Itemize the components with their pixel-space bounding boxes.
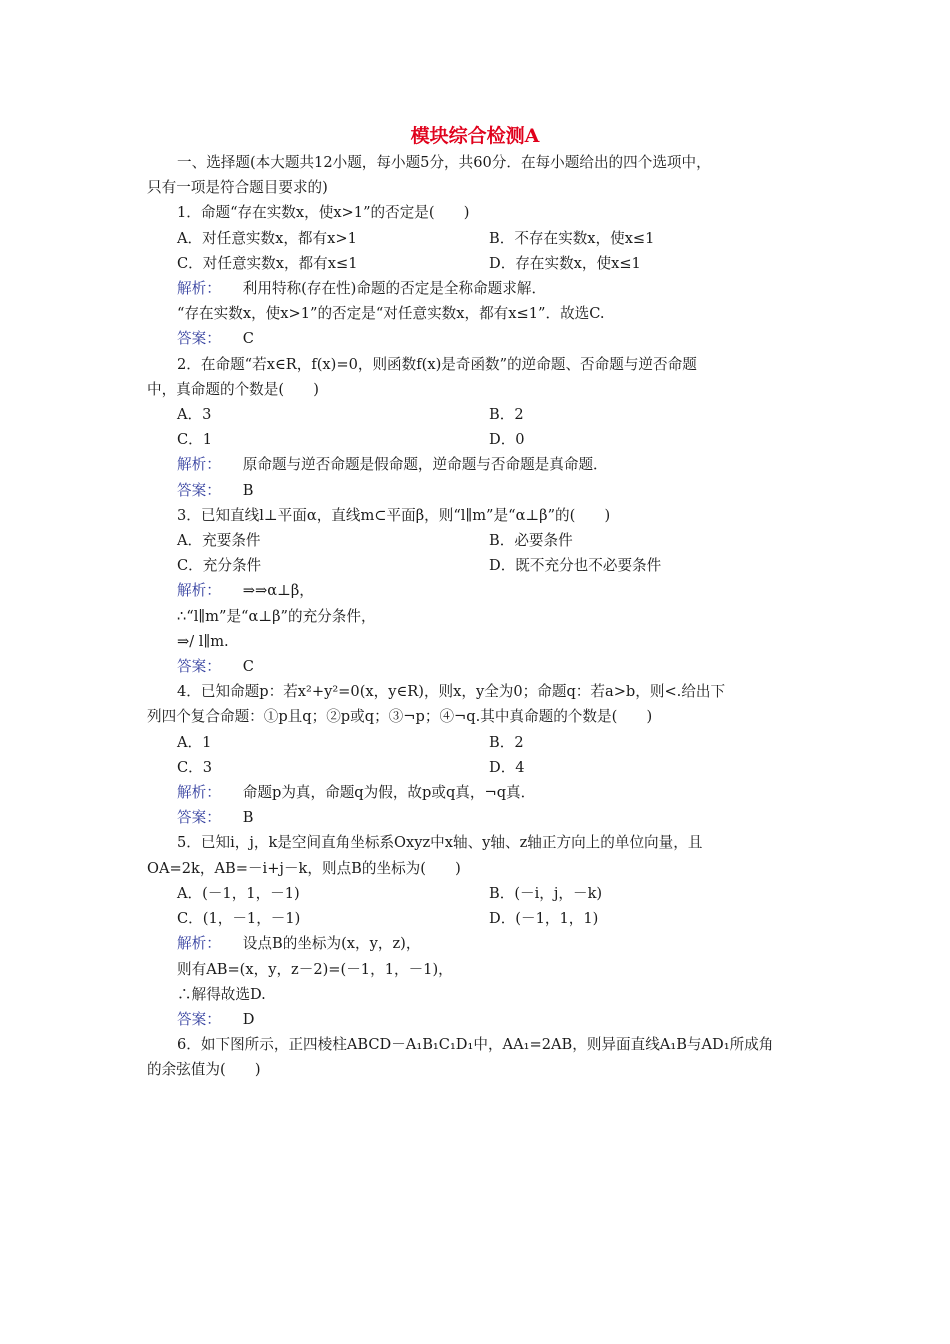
answer-value: C xyxy=(242,658,254,676)
answer-label: 答案： xyxy=(177,658,221,676)
question-5-analysis-extra: 则有AB=(x，y，z－2)=(－1，1，－1)， xyxy=(177,960,453,978)
analysis-text: 命题p为真，命题q为假，故p或q真，¬q真． xyxy=(242,784,536,802)
analysis-text: 原命题与逆否命题是假命题，逆命题与否命题是真命题． xyxy=(242,456,608,474)
question-1-analysis-extra: “存在实数x，使x>1”的否定是“对任意实数x，都有x≤1”．故选C. xyxy=(177,305,605,323)
answer-value: B xyxy=(242,481,254,499)
question-2-answer xyxy=(147,478,807,503)
option-b: B．2 xyxy=(489,406,524,424)
analysis-label: 解析： xyxy=(177,582,221,600)
answer-label: 答案： xyxy=(177,330,221,348)
question-4-options-row xyxy=(147,755,807,780)
question-5-stem: 5．已知i，j，k是空间直角坐标系Oxyz中x轴、y轴、z轴正方向上的单位向量，且 xyxy=(177,834,703,852)
analysis-text: 利用特称(存在性)命题的否定是全称命题求解． xyxy=(242,280,547,298)
question-3-options-row xyxy=(147,553,807,578)
question-4-stem: 4．已知命题p：若x²+y²=0(x，y∈R)，则x，y全为0；命题q：若a>b，则<.给出下 xyxy=(177,683,726,701)
question-5-options-row xyxy=(147,881,807,906)
option-a: A．1 xyxy=(177,733,212,751)
question-3-analysis xyxy=(147,578,807,603)
analysis-label: 解析： xyxy=(177,784,221,802)
option-d: D．存在实数x，使x≤1 xyxy=(489,254,641,272)
option-c: C．1 xyxy=(177,431,213,449)
question-6-stem: 6．如下图所示，正四棱柱ABCD－A₁B₁C₁D₁中，AA₁=2AB，则异面直线A₁B与AD₁所成角 xyxy=(177,1036,774,1054)
question-3-analysis-extra: ⇒/ l∥m. xyxy=(177,632,229,650)
question-2-options-row xyxy=(147,427,807,452)
question-3-options-row xyxy=(147,528,807,553)
question-5-options-row xyxy=(147,906,807,931)
answer-value: D xyxy=(242,1010,255,1028)
question-3-analysis-extra: ∴“l∥m”是“α⊥β”的充分条件， xyxy=(177,607,376,625)
option-d: D．(－1，1，1) xyxy=(489,910,599,928)
analysis-label: 解析： xyxy=(177,456,221,474)
option-b: B．(－i，j，－k) xyxy=(489,884,603,902)
option-d: D．4 xyxy=(489,758,525,776)
option-d: D．0 xyxy=(489,431,525,449)
question-6-stem: 的余弦值为( ) xyxy=(147,1061,261,1079)
option-c: C．充分条件 xyxy=(177,557,262,575)
question-1-options-row xyxy=(147,226,807,251)
question-1-answer xyxy=(147,326,807,351)
option-c: C．3 xyxy=(177,758,213,776)
section-intro-line: 只有一项是符合题目要求的) xyxy=(147,179,328,197)
option-a: A．充要条件 xyxy=(177,532,261,550)
analysis-label: 解析： xyxy=(177,280,221,298)
question-3-answer xyxy=(147,654,807,679)
question-5-answer xyxy=(147,1007,807,1032)
option-b: B．必要条件 xyxy=(489,532,573,550)
option-c: C．(1，－1，－1) xyxy=(177,910,301,928)
section-intro-line: 一、选择题(本大题共12小题，每小题5分，共60分．在每小题给出的四个选项中， xyxy=(177,154,711,171)
question-1-analysis xyxy=(147,276,807,301)
answer-label: 答案： xyxy=(177,1010,221,1028)
question-2-stem: 2．在命题“若x∈R，f(x)=0，则函数f(x)是奇函数”的逆命题、否命题与逆否命题 xyxy=(177,355,697,373)
option-a: A．(－1，1，－1) xyxy=(177,884,300,902)
option-d: D．既不充分也不必要条件 xyxy=(489,557,662,575)
analysis-label: 解析： xyxy=(177,935,221,953)
option-a: A．对任意实数x，都有x>1 xyxy=(177,229,357,247)
question-4-stem: 列四个复合命题：①p且q；②p或q；③¬p；④¬q.其中真命题的个数是( ) xyxy=(147,708,653,726)
option-c: C．对任意实数x，都有x≤1 xyxy=(177,254,358,272)
option-b: B．2 xyxy=(489,733,524,751)
answer-value: B xyxy=(242,809,254,827)
option-a: A．3 xyxy=(177,406,212,424)
question-5-analysis xyxy=(147,931,807,956)
question-2-analysis xyxy=(147,452,807,477)
answer-label: 答案： xyxy=(177,481,221,499)
question-5-stem: OA=2k，AB=－i+j－k，则点B的坐标为( ) xyxy=(147,859,461,877)
page-title: 模块综合检测A xyxy=(410,125,540,147)
option-b: B．不存在实数x，使x≤1 xyxy=(489,229,655,247)
answer-value: C xyxy=(242,330,254,348)
document-body xyxy=(147,150,807,1083)
answer-label: 答案： xyxy=(177,809,221,827)
question-4-analysis xyxy=(147,780,807,805)
question-2-stem: 中，真命题的个数是( ) xyxy=(147,380,319,398)
question-2-options-row xyxy=(147,402,807,427)
question-1-stem: 1．命题“存在实数x，使x>1”的否定是( ) xyxy=(177,204,470,222)
analysis-text: ⇒⇒α⊥β， xyxy=(242,582,314,600)
question-1-options-row xyxy=(147,251,807,276)
question-5-analysis-extra: ∴解得故选D. xyxy=(177,985,266,1003)
analysis-text: 设点B的坐标为(x，y，z)， xyxy=(242,935,421,953)
question-4-answer xyxy=(147,805,807,830)
question-4-options-row xyxy=(147,730,807,755)
question-3-stem: 3．已知直线l⊥平面α，直线m⊂平面β，则“l∥m”是“α⊥β”的( ) xyxy=(177,506,611,524)
